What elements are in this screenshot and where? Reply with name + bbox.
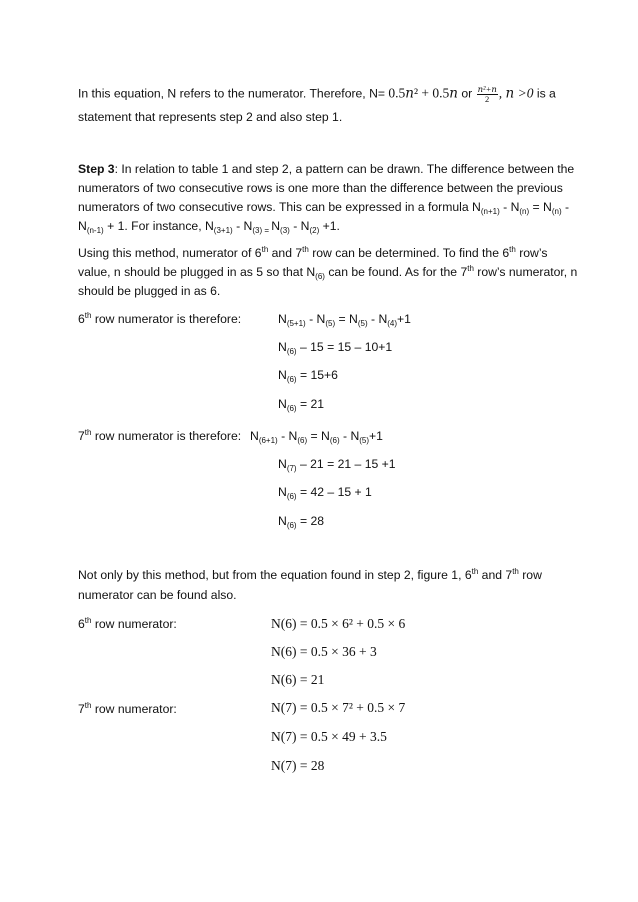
t: = N — [335, 312, 358, 326]
formula-expression: 0.5𝑛² + 0.5𝑛 — [388, 85, 458, 101]
step3-line-1 — [78, 163, 574, 175]
sub: (3) — [280, 226, 290, 235]
t: – 15 = 15 – 10+1 — [296, 340, 393, 354]
row7-eq-2 — [278, 457, 396, 473]
sup: th — [261, 245, 269, 254]
sup: th — [84, 311, 92, 320]
method-line-3: should be plugged in as 6. — [78, 284, 221, 298]
t: 7 — [78, 702, 85, 716]
t: N — [278, 485, 287, 499]
fraction-denominator: 2 — [485, 93, 490, 104]
sup: th — [84, 616, 92, 625]
t: +1 — [369, 429, 383, 443]
row6-eq-3 — [278, 368, 338, 384]
row7-label — [78, 430, 241, 442]
intro-line-1 — [78, 85, 556, 104]
sup: th — [84, 701, 92, 710]
row7-eq-3 — [278, 485, 372, 501]
t: = N — [307, 429, 330, 443]
t: N — [278, 514, 287, 528]
row7-eq-1 — [250, 429, 383, 445]
step3-line-3 — [78, 200, 570, 216]
t: - N — [499, 200, 520, 214]
t: - N — [339, 429, 360, 443]
sub: (5) — [325, 319, 336, 328]
row6-label — [78, 313, 241, 325]
t: Using this method, numerator of 6 — [78, 246, 262, 260]
sup: th — [467, 264, 474, 273]
t: = 15+6 — [296, 368, 338, 382]
t: row numerator is therefore: — [91, 429, 242, 443]
t: = 42 – 15 + 1 — [296, 485, 372, 499]
t: - N — [232, 219, 253, 233]
sub: (4) — [387, 319, 398, 328]
sub: (7) — [286, 464, 297, 473]
t: N — [271, 219, 281, 233]
t: row numerator: — [91, 617, 177, 631]
t: - N — [277, 429, 298, 443]
t: and 7 — [478, 568, 513, 582]
sub: (5+1) — [286, 319, 306, 328]
step3-text-1: : In relation to table 1 and step 2, a pattern can be drawn. The difference between the — [114, 162, 575, 176]
t: row’s — [515, 246, 548, 260]
t: N — [78, 219, 87, 233]
sub: (6) — [286, 521, 297, 530]
sub: (n+1) — [480, 207, 500, 216]
t: - N — [289, 219, 310, 233]
t: value, n should be plugged in as 5 so that N — [78, 265, 316, 279]
t: = 28 — [296, 514, 325, 528]
t: row can be determined. To find the 6 — [308, 246, 510, 260]
eq7-line-2: N(7) = 0.5 × 49 + 3.5 — [271, 729, 387, 744]
sub: (6+1) — [258, 436, 278, 445]
t: N — [278, 340, 287, 354]
or-text: or — [457, 86, 476, 101]
t: N — [278, 457, 287, 471]
t: N — [278, 368, 287, 382]
sub: (6) — [329, 436, 340, 445]
t: = 21 — [296, 397, 325, 411]
t: row numerator is therefore: — [91, 312, 242, 326]
formula-fraction — [477, 85, 498, 104]
intro-tail: is a — [533, 86, 556, 101]
sub: (n-1) — [86, 226, 104, 235]
t: numerators of two consecutive rows. This can be expressed in a formula N — [78, 200, 481, 214]
sup: th — [512, 567, 519, 576]
sub: (6) — [286, 492, 297, 501]
intro-line-2: statement that represents step 2 and also step 1. — [78, 110, 343, 124]
eq6-line-2: N(6) = 0.5 × 36 + 3 — [271, 644, 377, 659]
row6-eq-1 — [278, 312, 411, 328]
sup: th — [471, 567, 479, 576]
sub: (6) — [297, 436, 308, 445]
t: Not only by this method, but from the equation found in step 2, figure 1, 6 — [78, 568, 472, 582]
sup: th — [84, 428, 92, 437]
eq7-label — [78, 703, 177, 715]
eq7-line-3: N(7) = 28 — [271, 758, 325, 773]
t: +1. — [319, 219, 340, 233]
sub: (n) — [519, 207, 530, 216]
t: and 7 — [268, 246, 303, 260]
row7-eq-4 — [278, 514, 325, 530]
t: N — [278, 312, 287, 326]
sub: (6) — [286, 347, 297, 356]
row6-eq-4 — [278, 397, 325, 413]
method-line-2 — [78, 264, 578, 281]
notonly-line-1 — [78, 569, 542, 581]
fraction-numerator: 𝑛²+𝑛 — [477, 84, 497, 94]
t: + 1. For instance, N — [103, 219, 214, 233]
sub: (6) — [286, 404, 297, 413]
t: - N — [305, 312, 326, 326]
t: row’s numerator, n — [473, 265, 578, 279]
t: 6 — [78, 617, 85, 631]
t: N — [250, 429, 259, 443]
t: – 21 = 21 – 15 +1 — [296, 457, 396, 471]
t: - N — [367, 312, 388, 326]
sub: (6) — [315, 272, 325, 281]
sub: (3) = — [252, 226, 272, 235]
eq6-line-1: N(6) = 0.5 × 6² + 0.5 × 6 — [271, 616, 406, 631]
sub: (6) — [286, 375, 297, 384]
t: 6 — [78, 312, 85, 326]
method-line-1 — [78, 247, 547, 259]
t: row — [518, 568, 542, 582]
sub: (3+1) — [213, 226, 233, 235]
sub: (2) — [309, 226, 320, 235]
step3-label: Step 3 — [78, 162, 115, 176]
formula-condition: , 𝑛 >0 — [498, 85, 534, 101]
step3-line-4 — [78, 219, 340, 235]
intro-text: In this equation, N refers to the numerator. Therefore, N= — [78, 86, 389, 101]
sub: (5) — [359, 436, 370, 445]
eq6-line-3: N(6) = 21 — [271, 672, 325, 687]
eq7-line-1: N(7) = 0.5 × 7² + 0.5 × 7 — [271, 700, 406, 715]
t: +1 — [397, 312, 411, 326]
eq6-label — [78, 618, 177, 630]
sup: th — [302, 245, 309, 254]
notonly-line-2: numerator can be found also. — [78, 588, 237, 602]
row6-eq-2 — [278, 340, 393, 356]
sub: (n) — [551, 207, 562, 216]
step3-line-2: numerators of two consecutive rows is one more than the difference between the previous — [78, 181, 563, 195]
t: can be found. As for the 7 — [324, 265, 468, 279]
t: N — [278, 397, 287, 411]
sup: th — [509, 245, 516, 254]
t: 7 — [78, 429, 85, 443]
t: - — [561, 200, 570, 214]
t: = N — [529, 200, 552, 214]
sub: (5) — [357, 319, 368, 328]
t: row numerator: — [91, 702, 177, 716]
